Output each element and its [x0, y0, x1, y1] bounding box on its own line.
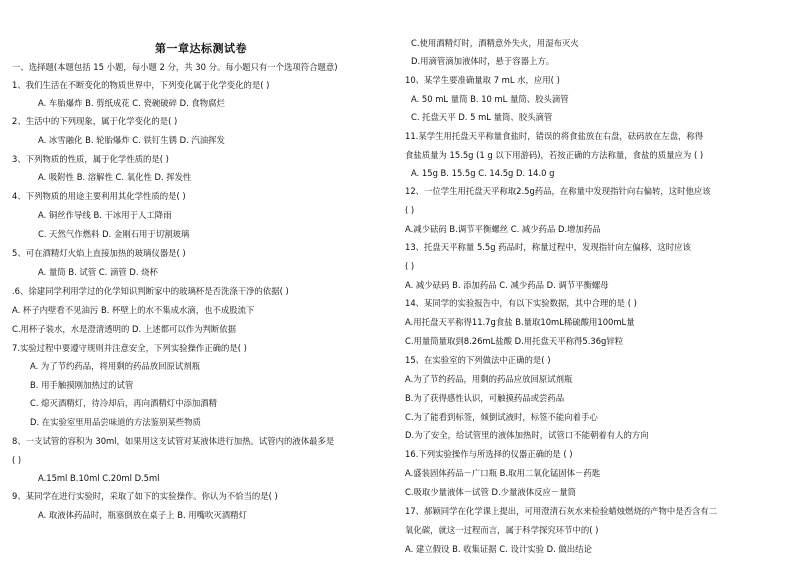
left-line: 4、下列物质的用途主要利用其化学性质的是( ) [12, 191, 186, 201]
right-line: C.使用酒精灯时，酒精意外失火，用湿布灭火 [411, 38, 579, 48]
left-line: 一、选择题(本题包括 15 小题，每小题 2 分，共 30 分。每小题只有一个选项符合题意) [12, 62, 338, 72]
right-line: 10、某学生要准确量取 7 mL 水，应用( ) [405, 75, 560, 85]
left-line: D. 在实验室里用品尝味道的方法鉴别某些物质 [30, 417, 201, 427]
right-line: A.用托盘天平称得11.7g食盐 B.量取10mL稀硫酸用100mL量 [405, 317, 635, 327]
right-line: C. 托盘天平 D. 5 mL 量筒、胶头滴管 [411, 112, 553, 122]
left-line: A.15ml B.10ml C.20ml D.5ml [38, 473, 160, 483]
page-title: 第一章达标测试卷 [155, 42, 247, 55]
left-line: .6、徐建同学利用学过的化学知识判断家中的玻璃杯是否洗涤干净的依据( ) [12, 286, 289, 296]
left-line: C.用杯子装水，水是澄清透明的 D. 上述都可以作为判断依据 [12, 324, 236, 334]
left-line: 1、我们生活在不断变化的物质世界中，下列变化属于化学变化的是( ) [12, 80, 270, 90]
left-line: A. 车胎爆炸 B. 剪纸成花 C. 瓷碗破碎 D. 食物腐烂 [38, 98, 225, 108]
right-line: 12、一位学生用托盘天平称取2.5g药品，在称量中发现指针向右偏转，这时他应该 [405, 186, 711, 196]
left-line: 5、可在酒精灯火焰上直接加热的玻璃仪器是( ) [12, 248, 186, 258]
right-line: ( ) [405, 205, 415, 215]
right-line: A. 50 mL 量筒 B. 10 mL 量筒、胶头滴管 [411, 94, 569, 104]
right-line: A. 减少砝码 B. 添加药品 C. 减少药品 D. 调节平衡螺母 [405, 280, 609, 290]
left-line: C. 熄灭酒精灯，待冷却后，再向酒精灯中添加酒精 [30, 398, 218, 408]
right-line: C.用量筒量取到8.26mL盐酸 D.用托盘天平称得5.36g锌粒 [405, 336, 624, 346]
left-line: ( ) [12, 455, 22, 465]
left-line: 3、下列物质的性质，属于化学性质的是( ) [12, 154, 169, 164]
right-line: 15、在实验室的下列做法中正确的是( ) [405, 355, 551, 365]
right-line: 11.某学生用托盘天平称量食盐时，错误的将食盐放在右盘，砝码放在左盘，称得 [405, 131, 704, 141]
left-line: A. 为了节约药品，将用剩的药品放回原试剂瓶 [30, 361, 201, 371]
right-column [397, 0, 794, 561]
right-line: A.减少砝码 B.调节平衡螺丝 C. 减少药品 D.增加药品 [405, 224, 601, 234]
left-line: A. 铜丝作导线 B. 干冰用于人工降雨 [38, 210, 172, 220]
right-line: A.为了节约药品，用剩的药品应放回原试剂瓶 [405, 374, 573, 384]
right-line: 氧化碳，就这一过程而言，属于科学探究环节中的( ) [405, 525, 599, 535]
left-line: 2、生活中的下列现象，属于化学变化的是( ) [12, 116, 178, 126]
left-line: 8、一支试管的容积为 30ml，如果用这支试管对某液体进行加热。试管内的液体最多是 [12, 436, 335, 446]
left-line: A. 取液体药品时，瓶塞倒放在桌子上 B. 用嘴吹灭酒精灯 [38, 510, 247, 520]
right-line: D.为了安全，给试管里的液体加热时，试管口不能朝着有人的方向 [405, 430, 649, 440]
right-line: 16.下列实验操作与所选择的仪器正确的是 ( ) [405, 449, 573, 459]
right-line: 14、某同学的实验报告中，有以下实验数据，其中合理的是 ( ) [405, 298, 637, 308]
right-line: B.为了获得感性认识，可触摸药品或尝药品 [405, 393, 565, 403]
right-line: 17、郝颖同学在化学课上提出，可用澄清石灰水来检验蜡烛燃烧的产物中是否含有二 [405, 506, 718, 516]
right-line: A.盛装固体药品－广口瓶 B.取用二氧化锰固体－药匙 [405, 468, 601, 478]
right-line: D.用滴管滴加液体时，悬于容器上方。 [411, 56, 555, 66]
left-line: A. 冰雪融化 B. 轮胎爆炸 C. 铁钉生锈 D. 汽油挥发 [38, 135, 225, 145]
left-line: A. 量筒 B. 试管 C. 滴管 D. 烧杯 [38, 267, 158, 277]
right-line: 食盐质量为 15.5g (1 g 以下用游码)，若按正确的方法称量，食盐的质量应为 ( ) [405, 150, 704, 160]
right-line: C.吸取少量液体－试管 D.少量液体反应－量筒 [405, 487, 577, 497]
left-line: B. 用手触摸刚加热过的试管 [30, 380, 134, 390]
right-line: ( ) [405, 261, 415, 271]
left-line: A. 吸附性 B. 溶解性 C. 氧化性 D. 挥发性 [38, 172, 192, 182]
right-line: C.为了能看到标签，倾倒试液时，标签不能向着手心 [405, 412, 598, 422]
left-line: 9、某同学在进行实验时，采取了如下的实验操作。你认为不恰当的是( ) [12, 491, 278, 501]
left-line: A. 杯子内壁看不见油污 B. 杯壁上的水不集成水滴，也不成股流下 [12, 305, 255, 315]
left-line: 7.实验过程中要遵守规则并注意安全，下列实验操作正确的是( ) [12, 343, 247, 353]
right-line: 13、托盘天平称量 5.5g 药品时，称量过程中，发现指针向左偏移，这时应该 [405, 242, 691, 252]
right-line: A. 建立假设 B. 收集证据 C. 设计实验 D. 做出结论 [405, 544, 592, 554]
left-line: C. 天然气作燃料 D. 金刚石用于切割玻璃 [38, 229, 190, 239]
right-line: A. 15g B. 15.5g C. 14.5g D. 14.0 g [411, 168, 555, 178]
